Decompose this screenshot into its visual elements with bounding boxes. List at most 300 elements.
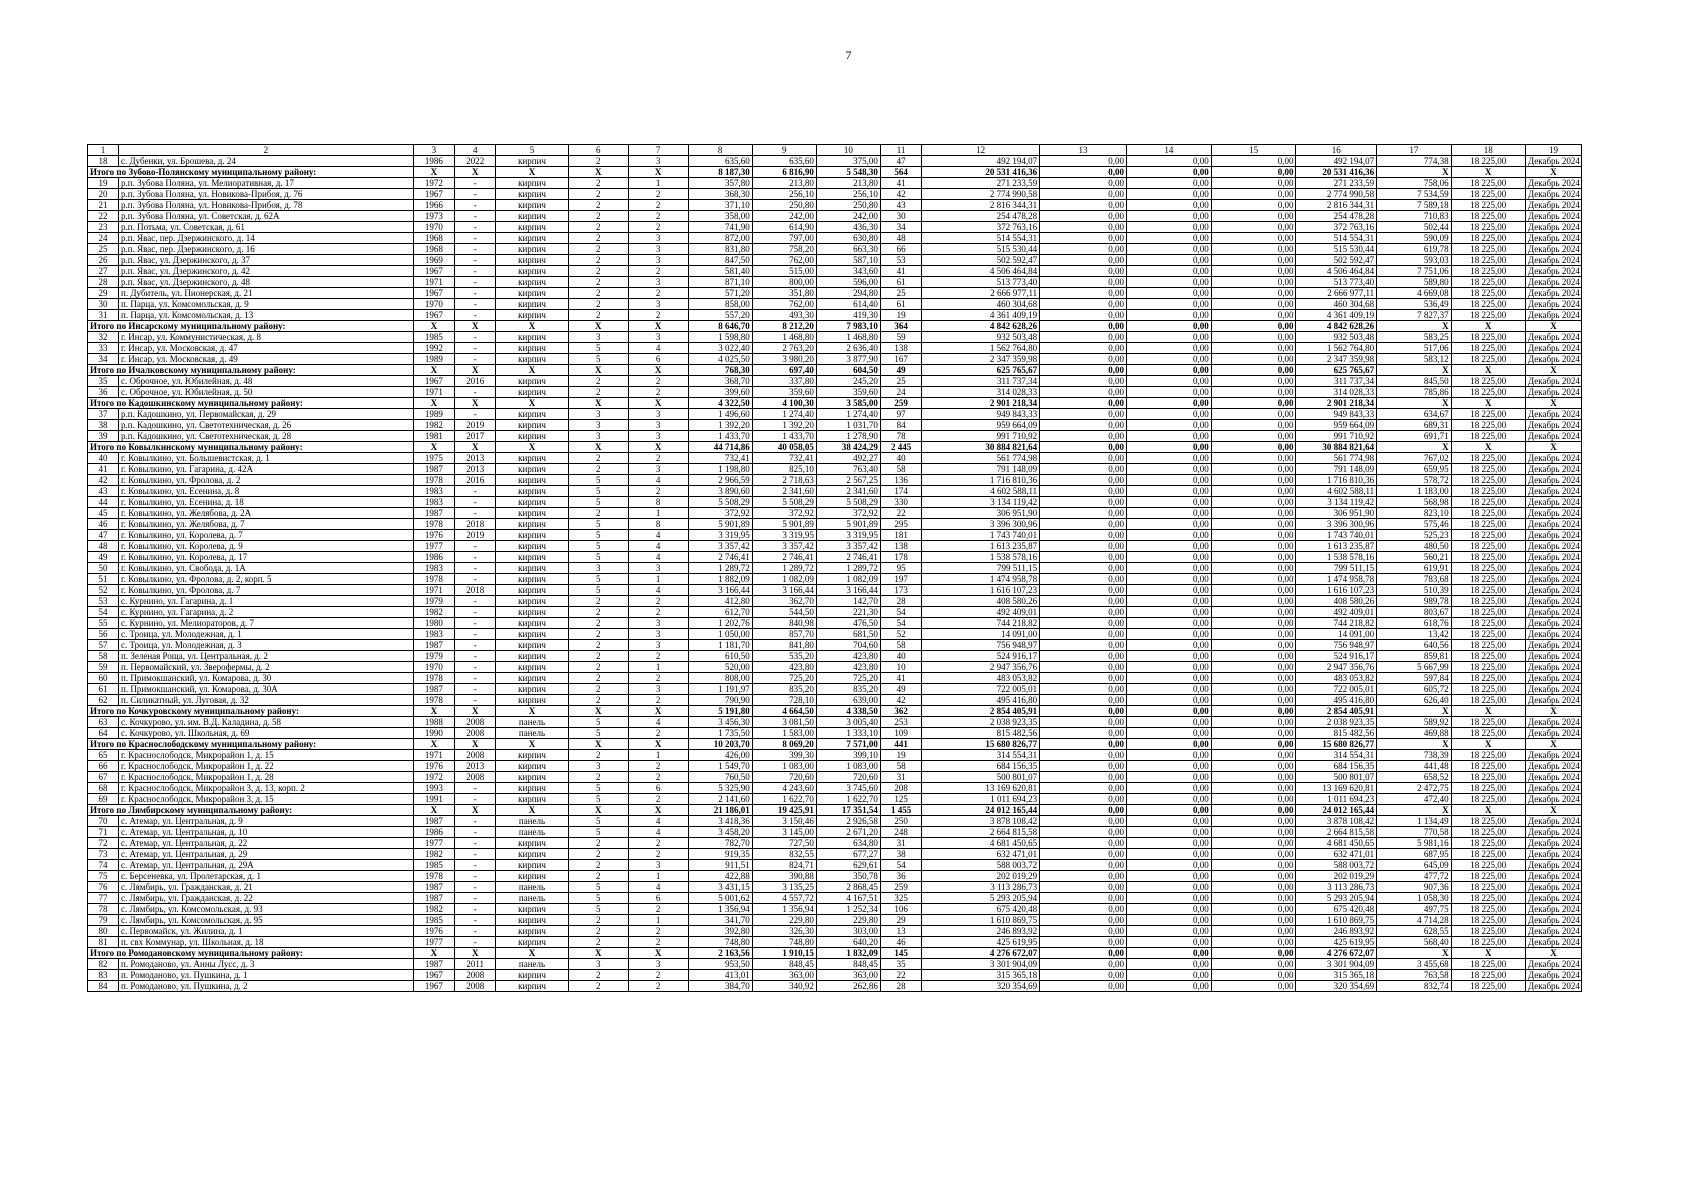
subtotal-label: Итого по Ковылкинскому муниципальному району: (88, 442, 414, 453)
table-cell: 256,10 (816, 189, 880, 200)
table-cell: кирпич (496, 684, 568, 695)
subtotal-cell: X (496, 321, 568, 332)
table-cell: 568,98 (1377, 497, 1451, 508)
table-cell: 5 (568, 552, 628, 563)
table-cell: кирпич (496, 596, 568, 607)
table-cell: 1979 (413, 596, 454, 607)
table-cell: 1 468,80 (752, 332, 816, 343)
table-cell: 413,01 (688, 970, 752, 981)
subtotal-cell: X (1377, 398, 1451, 409)
table-cell: 330 (880, 497, 921, 508)
table-cell: 18 225,00 (1451, 937, 1525, 948)
table-cell: 1 181,70 (688, 640, 752, 651)
table-cell: 0,00 (1040, 409, 1127, 420)
house-row (88, 640, 1582, 651)
table-cell: 0,00 (1211, 794, 1296, 805)
table-cell: 368,70 (688, 376, 752, 387)
address-cell: п. Дубитель, ул. Пионерская, д. 21 (119, 288, 414, 299)
table-cell: 3 (628, 255, 688, 266)
table-cell: 0,00 (1211, 332, 1296, 343)
table-cell: 2 (568, 915, 628, 926)
table-cell: 5 001,62 (688, 893, 752, 904)
address-cell: р.п. Кадошкино, ул. Первомайская, д. 29 (119, 409, 414, 420)
table-cell: 857,70 (752, 629, 816, 640)
table-cell: Декабрь 2024 (1526, 453, 1582, 464)
table-cell: кирпич (496, 519, 568, 530)
house-row (88, 222, 1582, 233)
table-cell: Декабрь 2024 (1526, 695, 1582, 706)
table-cell: 0,00 (1126, 266, 1211, 277)
subtotal-row (88, 167, 1582, 178)
subtotal-cell: 3 585,00 (816, 398, 880, 409)
table-cell: 0,00 (1211, 959, 1296, 970)
table-cell: 18 225,00 (1451, 618, 1525, 629)
table-cell: - (455, 882, 496, 893)
table-cell: 2 341,60 (816, 486, 880, 497)
table-cell: 1970 (413, 299, 454, 310)
table-cell: 3 (628, 640, 688, 651)
house-row (88, 354, 1582, 365)
table-cell: 1977 (413, 541, 454, 552)
table-cell: 1968 (413, 233, 454, 244)
column-number: 18 (1451, 145, 1525, 156)
table-cell: 18 225,00 (1451, 673, 1525, 684)
table-cell: 635,60 (752, 156, 816, 167)
table-cell: 77 (88, 893, 119, 904)
table-cell: 932 503,48 (922, 332, 1040, 343)
table-cell: 0,00 (1211, 420, 1296, 431)
table-cell: 40 (880, 651, 921, 662)
table-cell: Декабрь 2024 (1526, 684, 1582, 695)
table-cell: 22 (88, 211, 119, 222)
address-cell: р.п. Кадошкино, ул. Светотехническая, д. 28 (119, 431, 414, 442)
table-cell: 2 (628, 761, 688, 772)
table-cell: 848,45 (752, 959, 816, 970)
table-cell: 1 011 694,23 (1296, 794, 1377, 805)
table-cell: 5 (568, 343, 628, 354)
table-cell: 18 225,00 (1451, 464, 1525, 475)
table-cell: 0,00 (1040, 486, 1127, 497)
address-cell: г. Ковылкино, ул. Королева, д. 9 (119, 541, 414, 552)
table-cell: 597,84 (1377, 673, 1451, 684)
table-cell: 35 (880, 959, 921, 970)
table-cell: 1 083,00 (816, 761, 880, 772)
table-cell: 871,10 (688, 277, 752, 288)
table-cell: 0,00 (1040, 387, 1127, 398)
subtotal-cell: X (413, 805, 454, 816)
table-cell: 0,00 (1040, 563, 1127, 574)
table-cell: Декабрь 2024 (1526, 662, 1582, 673)
subtotal-cell: X (1451, 739, 1525, 750)
subtotal-cell: X (1451, 948, 1525, 959)
subtotal-cell: X (413, 948, 454, 959)
address-cell: г. Краснослободск, Микрорайон 1, д. 22 (119, 761, 414, 772)
table-cell: 0,00 (1126, 607, 1211, 618)
table-cell: 41 (880, 266, 921, 277)
table-cell: 1986 (413, 552, 454, 563)
table-cell: 5 325,90 (688, 783, 752, 794)
table-cell: 3 (628, 420, 688, 431)
table-cell: 2 671,20 (816, 827, 880, 838)
table-cell: Декабрь 2024 (1526, 387, 1582, 398)
table-cell: 0,00 (1211, 200, 1296, 211)
table-cell: 1967 (413, 288, 454, 299)
house-row (88, 255, 1582, 266)
table-cell: 492 194,07 (922, 156, 1040, 167)
subtotal-cell: X (455, 398, 496, 409)
table-cell: 0,00 (1126, 200, 1211, 211)
subtotal-cell: X (1526, 739, 1582, 750)
address-cell: п. Примокшанский, ул. Комарова, д. 30А (119, 684, 414, 695)
subtotal-cell: 30 884 821,64 (922, 442, 1040, 453)
table-cell: 14 091,00 (922, 629, 1040, 640)
table-cell: 2 (628, 310, 688, 321)
subtotal-cell: 1 455 (880, 805, 921, 816)
table-cell: Декабрь 2024 (1526, 904, 1582, 915)
table-cell: - (455, 893, 496, 904)
table-cell: - (455, 574, 496, 585)
subtotal-cell: X (413, 365, 454, 376)
table-cell: 0,00 (1126, 772, 1211, 783)
column-number: 11 (880, 145, 921, 156)
table-cell: Декабрь 2024 (1526, 618, 1582, 629)
table-cell: 2 (628, 607, 688, 618)
house-row (88, 475, 1582, 486)
table-cell: 2 (628, 728, 688, 739)
table-cell: Декабрь 2024 (1526, 772, 1582, 783)
table-cell: 242,00 (816, 211, 880, 222)
table-cell: 4 (628, 552, 688, 563)
address-cell: с. Атемар, ул. Центральная, д. 10 (119, 827, 414, 838)
table-cell: Декабрь 2024 (1526, 519, 1582, 530)
table-cell: 1 882,09 (688, 574, 752, 585)
table-cell: 248 (880, 827, 921, 838)
table-cell: 39 (88, 431, 119, 442)
house-row (88, 211, 1582, 222)
table-cell: 710,83 (1377, 211, 1451, 222)
table-cell: 783,68 (1377, 574, 1451, 585)
table-cell: 0,00 (1126, 255, 1211, 266)
table-cell: 25 (880, 288, 921, 299)
table-cell: 0,00 (1040, 970, 1127, 981)
table-cell: 25 (880, 376, 921, 387)
table-cell: 26 (88, 255, 119, 266)
table-cell: 0,00 (1040, 893, 1127, 904)
subtotal-cell: 0,00 (1040, 321, 1127, 332)
table-cell: 959 664,09 (1296, 420, 1377, 431)
table-cell: 3 319,95 (752, 530, 816, 541)
table-cell: Декабрь 2024 (1526, 475, 1582, 486)
table-cell: 515 530,44 (1296, 244, 1377, 255)
subtotal-cell: 2 445 (880, 442, 921, 453)
table-cell: кирпич (496, 563, 568, 574)
table-cell: 0,00 (1126, 937, 1211, 948)
house-row (88, 651, 1582, 662)
table-cell: 0,00 (1040, 475, 1127, 486)
house-row (88, 299, 1582, 310)
subtotal-cell: 625 765,67 (922, 365, 1040, 376)
table-cell: 27 (88, 266, 119, 277)
table-cell: 47 (880, 156, 921, 167)
address-cell: г. Ковылкино, ул. Есенина, д. 8 (119, 486, 414, 497)
table-cell: 0,00 (1040, 497, 1127, 508)
table-cell: 359,60 (816, 387, 880, 398)
table-cell: кирпич (496, 420, 568, 431)
table-cell: - (455, 541, 496, 552)
house-row (88, 607, 1582, 618)
table-cell: 4 602 588,11 (922, 486, 1040, 497)
table-cell: 2 (628, 266, 688, 277)
table-cell: 5 667,99 (1377, 662, 1451, 673)
subtotal-cell: 0,00 (1211, 167, 1296, 178)
table-cell: 375,00 (816, 156, 880, 167)
table-cell: 0,00 (1211, 431, 1296, 442)
table-cell: 1985 (413, 332, 454, 343)
table-cell: 371,10 (688, 200, 752, 211)
subtotal-cell: 2 163,56 (688, 948, 752, 959)
table-cell: 0,00 (1211, 475, 1296, 486)
table-cell: 50 (88, 563, 119, 574)
subtotal-cell: 0,00 (1126, 706, 1211, 717)
table-cell: 0,00 (1040, 200, 1127, 211)
table-cell: 0,00 (1126, 904, 1211, 915)
table-cell: 732,41 (688, 453, 752, 464)
table-cell: 3 134 119,42 (1296, 497, 1377, 508)
subtotal-cell: 145 (880, 948, 921, 959)
table-cell: 41 (880, 673, 921, 684)
house-row (88, 893, 1582, 904)
table-cell: 0,00 (1040, 288, 1127, 299)
table-cell: 2 (568, 464, 628, 475)
table-cell: 2 (568, 772, 628, 783)
table-cell: 69 (88, 794, 119, 805)
table-cell: - (455, 244, 496, 255)
subtotal-cell: X (568, 321, 628, 332)
subtotal-cell: 4 100,30 (752, 398, 816, 409)
table-cell: 52 (880, 629, 921, 640)
address-cell: с. Курнино, ул. Гагарина, д. 1 (119, 596, 414, 607)
table-cell: 1967 (413, 189, 454, 200)
table-cell: 2 (568, 156, 628, 167)
table-cell: 372,92 (688, 508, 752, 519)
table-cell: 18 225,00 (1451, 530, 1525, 541)
table-cell: 5 (568, 904, 628, 915)
table-cell: 520,00 (688, 662, 752, 673)
table-cell: 3 456,30 (688, 717, 752, 728)
table-cell: 748,80 (688, 937, 752, 948)
address-cell: р.п. Зубова Поляна, ул. Мелиоративная, д. 17 (119, 178, 414, 189)
subtotal-cell: X (455, 321, 496, 332)
table-cell: 0,00 (1211, 783, 1296, 794)
table-cell: 0,00 (1211, 563, 1296, 574)
table-cell: 0,00 (1040, 211, 1127, 222)
table-cell: 1 598,80 (688, 332, 752, 343)
table-cell: 18 225,00 (1451, 354, 1525, 365)
table-cell: 2 472,75 (1377, 783, 1451, 794)
table-cell: Декабрь 2024 (1526, 189, 1582, 200)
table-cell: 500 801,07 (922, 772, 1040, 783)
table-cell: 3 113 286,73 (922, 882, 1040, 893)
table-cell: Декабрь 2024 (1526, 860, 1582, 871)
table-cell: 2 763,20 (752, 343, 816, 354)
table-cell: 0,00 (1040, 255, 1127, 266)
table-cell: кирпич (496, 343, 568, 354)
table-cell: 1967 (413, 376, 454, 387)
table-cell: 0,00 (1211, 387, 1296, 398)
table-cell: 351,80 (752, 288, 816, 299)
address-cell: г. Ковылкино, ул. Есенина, д. 18 (119, 497, 414, 508)
table-cell: 2 (628, 772, 688, 783)
table-cell: 61 (88, 684, 119, 695)
house-row (88, 310, 1582, 321)
table-cell: - (455, 387, 496, 398)
table-cell: 0,00 (1040, 662, 1127, 673)
table-cell: 1976 (413, 926, 454, 937)
table-cell: 3 745,60 (816, 783, 880, 794)
table-cell: 659,95 (1377, 464, 1451, 475)
subtotal-cell: 697,40 (752, 365, 816, 376)
table-cell: 3 (568, 420, 628, 431)
table-cell: 5 (568, 882, 628, 893)
table-cell: 246 893,92 (922, 926, 1040, 937)
subtotal-label: Итого по Лямбирскому муниципальному району: (88, 805, 414, 816)
table-cell: 3 (628, 860, 688, 871)
table-cell: 18 225,00 (1451, 277, 1525, 288)
table-cell: 1987 (413, 893, 454, 904)
table-cell: 325 (880, 893, 921, 904)
house-row (88, 717, 1582, 728)
subtotal-cell: 259 (880, 398, 921, 409)
table-cell: 0,00 (1126, 156, 1211, 167)
house-row (88, 849, 1582, 860)
table-cell: 43 (880, 200, 921, 211)
table-cell: 1969 (413, 255, 454, 266)
subtotal-cell: X (1526, 167, 1582, 178)
table-cell: 2 (568, 684, 628, 695)
subtotal-cell: X (1451, 365, 1525, 376)
table-cell: кирпич (496, 244, 568, 255)
subtotal-cell: X (1377, 706, 1451, 717)
table-cell: 0,00 (1040, 904, 1127, 915)
table-cell: Декабрь 2024 (1526, 728, 1582, 739)
table-cell: 23 (88, 222, 119, 233)
table-cell: 18 225,00 (1451, 288, 1525, 299)
table-cell: 4 361 409,19 (922, 310, 1040, 321)
table-cell: 18 225,00 (1451, 684, 1525, 695)
table-cell: 3 (628, 618, 688, 629)
table-cell: 2013 (455, 761, 496, 772)
table-cell: 18 225,00 (1451, 222, 1525, 233)
table-cell: 46 (88, 519, 119, 530)
table-cell: 2 (628, 486, 688, 497)
table-cell: 5 981,16 (1377, 838, 1451, 849)
table-cell: 1 (628, 915, 688, 926)
table-cell: 18 225,00 (1451, 574, 1525, 585)
table-cell: 590,09 (1377, 233, 1451, 244)
table-cell: 181 (880, 530, 921, 541)
table-cell: Декабрь 2024 (1526, 596, 1582, 607)
table-cell: 1979 (413, 651, 454, 662)
table-cell: 4 (628, 343, 688, 354)
table-cell: - (455, 288, 496, 299)
table-cell: 18 225,00 (1451, 970, 1525, 981)
table-cell: 10 (880, 662, 921, 673)
address-cell: п. свх Коммунар, ул. Школьная, д. 18 (119, 937, 414, 948)
table-cell: 0,00 (1040, 794, 1127, 805)
address-cell: с. Лямбирь, ул. Комсомольская, д. 93 (119, 904, 414, 915)
page-number: 7 (845, 48, 852, 62)
table-cell: 858,00 (688, 299, 752, 310)
table-cell: 314 028,33 (1296, 387, 1377, 398)
table-cell: - (455, 827, 496, 838)
table-cell: 42 (880, 695, 921, 706)
table-cell: 25 (88, 244, 119, 255)
subtotal-cell: 362 (880, 706, 921, 717)
table-cell: 791 148,09 (922, 464, 1040, 475)
table-cell: 460 304,68 (922, 299, 1040, 310)
table-cell: кирпич (496, 651, 568, 662)
table-cell: 785,86 (1377, 387, 1451, 398)
table-cell: 3 878 108,42 (922, 816, 1040, 827)
table-cell: 1 496,60 (688, 409, 752, 420)
table-cell: Декабрь 2024 (1526, 959, 1582, 970)
house-row (88, 695, 1582, 706)
table-cell: 7 827,37 (1377, 310, 1451, 321)
table-cell: 0,00 (1211, 838, 1296, 849)
table-cell: 1971 (413, 277, 454, 288)
table-cell: 54 (88, 607, 119, 618)
table-cell: 720,60 (816, 772, 880, 783)
table-cell: 3 357,42 (688, 541, 752, 552)
table-cell: панель (496, 717, 568, 728)
table-cell: 78 (880, 431, 921, 442)
address-cell: с. Атемар, ул. Центральная, д. 29 (119, 849, 414, 860)
table-cell: 1982 (413, 420, 454, 431)
table-cell: 502 592,47 (922, 255, 1040, 266)
table-cell: 5 (568, 497, 628, 508)
table-cell: 2 664 815,58 (922, 827, 1040, 838)
subtotal-cell: X (496, 739, 568, 750)
table-cell: 1 468,80 (816, 332, 880, 343)
table-cell: 1985 (413, 860, 454, 871)
table-cell: Декабрь 2024 (1526, 200, 1582, 211)
table-cell: 0,00 (1126, 750, 1211, 761)
table-cell: 18 225,00 (1451, 959, 1525, 970)
table-cell: 5 508,29 (752, 497, 816, 508)
table-cell: 1987 (413, 640, 454, 651)
table-cell: 64 (88, 728, 119, 739)
table-cell: 18 225,00 (1451, 915, 1525, 926)
table-cell: 2016 (455, 475, 496, 486)
subtotal-label: Итого по Ромодановскому муниципальному району: (88, 948, 414, 959)
table-cell: 29 (880, 915, 921, 926)
table-cell: 256,10 (752, 189, 816, 200)
subtotal-cell: 0,00 (1211, 321, 1296, 332)
table-cell: 245,20 (816, 376, 880, 387)
table-cell: 1993 (413, 783, 454, 794)
table-cell: 756 948,97 (1296, 640, 1377, 651)
table-cell: 3 396 300,96 (1296, 519, 1377, 530)
table-cell: 5 (568, 354, 628, 365)
table-cell: 0,00 (1126, 343, 1211, 354)
table-cell: 1 274,40 (816, 409, 880, 420)
table-cell: 392,80 (688, 926, 752, 937)
table-cell: Декабрь 2024 (1526, 497, 1582, 508)
table-cell: - (455, 596, 496, 607)
subtotal-cell: 768,30 (688, 365, 752, 376)
table-cell: 0,00 (1040, 189, 1127, 200)
table-cell: 408 580,26 (1296, 596, 1377, 607)
